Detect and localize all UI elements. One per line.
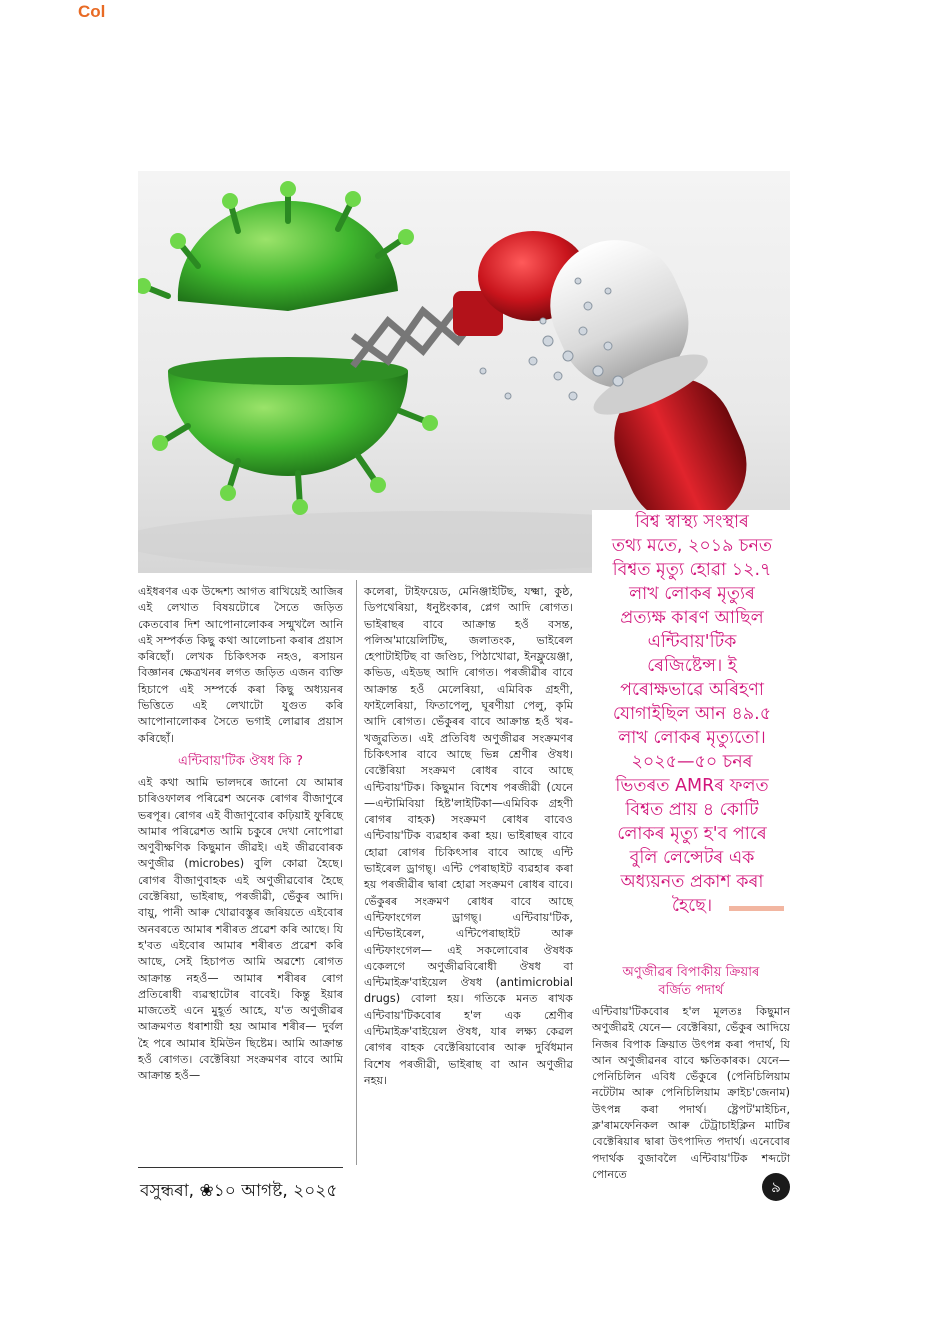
callout-line: হৈছে। xyxy=(671,896,713,916)
callout-line: লাখ লোকৰ মৃত্যুতো। xyxy=(618,728,766,748)
article-column-middle xyxy=(364,584,573,1089)
callout-line: বিশ্ব স্বাস্থ্য সংস্থাৰ xyxy=(592,510,792,534)
callout-line: লোকৰ মৃত্যু হ'ব পাৰে xyxy=(617,824,767,844)
article-column-right xyxy=(592,964,790,1183)
callout-line: পৰোক্ষভাৱে অৰিহণা xyxy=(620,680,764,700)
callout-line: প্ৰত্যক্ষ কাৰণ আছিল xyxy=(620,608,764,628)
article-column-left xyxy=(138,584,343,1085)
body-paragraph: এই কথা আমি ভালদৰে জানো যে আমাৰ চাৰিওফালৰ পৰিৱেশ অনেক ৰোগৰ বীজাণুৰে ভৰপূৰ। ৰোগৰ এই বীজাণুবোৰ কঢ়িয়াই ফুৰিছে আমাৰ পৰিৱেশত আমি চকুৰে দেখা নোপোৱা অণুবীক্ষণিক কিছুমান জীৱই। এই জীৱবোৰক অণুজীৱ (microbes) বুলি কোৱা হৈছে। ৰোগৰ বীজাণুবাহক এই অণুজীৱবোৰ হৈছে বেক্টেৰিয়া, ভাইৰাছ, পৰজীৱী, ভেঁকুৰ আদি। বায়ু, পানী আৰু খোৱাবস্তুৰ জৰিয়তে এইবোৰ অনবৰতে আমাৰ শৰীৰত প্ৰৱেশ কৰি আছে। যি হ'বত এইবোৰ আমাৰ শৰীৰত প্ৰৱেশ কৰি আছে, সেই হিচাপত আমি অৱশ্যে ৰোগত আক্ৰান্ত নহওঁ— আমাৰ শৰীৰৰ ৰোগ প্ৰতিৰোধী ব্যৱস্থাটোৰ বাবেই। কিন্তু ইয়াৰ মাজতেই এনে মুহূৰ্ত আহে, য'ত অণুজীৱৰ আক্ৰমণত ধৰাশায়ী হয় আমাৰ শৰীৰ— দুৰ্বল হৈ পৰে আমাৰ ইমিউন ছিষ্টেম। আমি আক্ৰান্ত হওঁ ৰোগত। বেক্টেৰিয়া সংক্ৰমণৰ বাবে আমি আক্ৰান্ত হওঁ— xyxy=(138,775,343,1083)
callout-line: ২০২৫—৫০ চনৰ xyxy=(631,752,753,772)
callout-line: বুলি লেন্সেটৰ এক xyxy=(629,848,755,868)
callout-quote xyxy=(592,510,792,918)
callout-line: এন্টিবায়'টিক xyxy=(647,632,737,652)
callout-line: তথ্য মতে, ২০১৯ চনত xyxy=(592,534,792,558)
body-paragraph: এন্টিবায়'টিকবোৰ হ'ল মূলতঃ কিছুমান অণুজীৱই যেনে— বেক্টেৰিয়া, ভেঁকুৰ আদিয়ে নিজৰ বিপাক ক্ৰিয়াত উৎপন্ন কৰা পদাৰ্থ, যি আন অণুজীৱনৰ বাবে ক্ষতিকাৰক। যেনে— পেনিচিলিন এবিধ ভেঁকুৰে (পেনিচিলিয়াম নটেটাম আৰু পেনিচিলিয়াম ক্ৰাইচ'জেনাম) উৎপন্ন কৰা পদাৰ্থ। ষ্ট্ৰেপট'মাইচিন, ক্ল'ৰামফেনিকল আৰু টেট্ৰাচাইক্লিন মাটিৰ বেক্টেৰিয়াৰ দ্বাৰা উৎপাদিত পদাৰ্থ। এনেবোৰ পদাৰ্থক বুজাবলৈ এন্টিবায়'টিক শব্দটো পোনতে xyxy=(592,1005,790,1181)
virus-top-icon xyxy=(138,181,414,311)
capsule-icon xyxy=(529,219,770,546)
callout-line: অধ্যয়নত প্ৰকাশ কৰা xyxy=(620,872,764,892)
section-heading xyxy=(592,964,790,1000)
callout-line: বিশ্বত প্ৰায় ৪ কোটি xyxy=(625,800,759,820)
body-paragraph: কলেৰা, টাইফয়েড, মেনিঞ্জাইটিছ, যক্ষ্মা, কুষ্ঠ, ডিপথেৰিয়া, ধনুষ্টংকাৰ, প্লেগ আদি ৰোগত। ভাইৰাছৰ বাবে আক্ৰান্ত হওঁ বসন্ত, পলিঅ'মায়েলিটিছ, জলাতংক, ভাইৰেল হেপাটাইটিছ বা জণ্ডিচ, পিঠাখোৱা, ইনফ্লুয়েঞ্জা, কভিড, এইডছ আদি ৰোগত। পৰজীৱীৰ বাবে আক্ৰান্ত হওঁ মেলেৰিয়া, এমিবিক গ্ৰহণী, ফাইলেৰিয়া, ফিতাপেলু, ঘূৰণীয়া পেলু, কৃমি আদি ৰোগত। ভেঁকুৰৰ বাবে আক্ৰান্ত হওঁ খৰ-খজুৱতিত। এই প্ৰতিবিধ অণুজীৱৰ সংক্ৰমণৰ চিকিৎসাৰ বাবে আছে ভিন্ন শ্ৰেণীৰ ঔষধ। বেক্টেৰিয়া সংক্ৰমণ ৰোধৰ বাবে আছে এন্টিবায়'টিক। কিছুমান বিশেষ পৰজীৱী (যেনে—এন্টামিবিয়া হিষ্ট'লাইটিকা—এমিবিক গ্ৰহণী ৰোগৰ বাহক) সংক্ৰমণ ৰোধৰ বাবেও এন্টিবায়'টিক ব্যৱহাৰ কৰা হয়। ভাইৰাছৰ বাবে হোৱা ৰোগৰ চিকিৎসাৰ বাবে আছে এন্টি ভাইৰেল ড্ৰাগছ্। এন্টি পেৰাছাইট ব্যৱহাৰ কৰা হয় পৰজীৱীৰ দ্বাৰা হোৱা সংক্ৰমণ ৰোধৰ বাবে। ভেঁকুৰৰ সংক্ৰমণ ৰোধৰ বাবে আছে এন্টিফাংগেল ড্ৰাগছ্। এন্টিবায়'টিক, এন্টিভাইৰেল, এন্টিপেৰাছাইট আৰু এন্টিফাংগেল— এই সকলোবোৰ ঔষধক একেলগে অণুজীৱবিৰোধী ঔষধ বা এন্টিমাইক্ৰ'বাইয়েল ঔষধ (antimicrobial drugs) বোলা হয়। গতিকে মনত ৰাখক এন্টিবায়'টিকবোৰ হ'ল এক শ্ৰেণীৰ এন্টিমাইক্ৰ'বাইয়েল ঔষধ, যাৰ লক্ষ্য কেৱল ৰোগৰ বাহক বেক্টেৰিয়াবোৰ আৰু দুৰ্বিধমান বিশেষ পৰজীৱী, ভাইৰাছ বা আন অণুজীৱ নহয়। xyxy=(364,585,573,1087)
callout-line: বিশ্বত মৃত্যু হোৱা ১২.৭ xyxy=(592,558,792,582)
callout-line: ভিতৰত AMRৰ ফলত xyxy=(615,776,769,796)
callout-line: যোগাইছিল আন ৪৯.৫ xyxy=(612,704,772,724)
callout-accent-bar xyxy=(729,906,784,911)
callout-line: ৰেজিষ্টেন্স। ই xyxy=(647,656,737,676)
section-heading-line: অণুজীৱৰ বিপাকীয় ক্ৰিয়াৰ xyxy=(622,965,760,980)
callout-line: লাখ লোকৰ মৃত্যুৰ xyxy=(629,584,755,604)
intro-paragraph: এইধৰণৰ এক উদ্দেশ্য আগত ৰাখিয়েই আজিৰ এই লেখাত বিষয়টোৰে সৈতে জড়িত কেতবোৰ দিশ আপোনালোকৰ সন্মুখলৈ আনি এই সম্পৰ্কত কিছু কথা আলোচনা কৰাৰ প্ৰয়াস কৰিছোঁ। লেখক চিকিৎসক নহও, ৰসায়ন বিজ্ঞানৰ ক্ষেত্ৰখনৰ লগত জড়িত এজন ব্যক্তি হিচাপে এই সম্পৰ্কে কৰা কিছু অধ্যয়নৰ ভিত্তিতে এই লেখাটো যুগুত কৰি আপোনালোকৰ সৈতে ভগাই লোৱাৰ প্ৰয়াস কৰিছোঁ। xyxy=(138,585,343,745)
virus-bottom-icon xyxy=(152,357,438,515)
publication-footer: বসুন্ধৰা, ❀১০ আগষ্ট, ২০২৫ xyxy=(140,1181,338,1201)
column-rule xyxy=(138,1167,343,1168)
section-heading-line: বৰ্জিত পদাৰ্থ xyxy=(658,983,724,998)
corner-tag: Col xyxy=(78,2,106,21)
column-divider xyxy=(356,580,357,1165)
page-number: ৯ xyxy=(762,1173,790,1201)
section-heading: এন্টিবায়'টিক ঔষধ কি ? xyxy=(178,753,303,769)
